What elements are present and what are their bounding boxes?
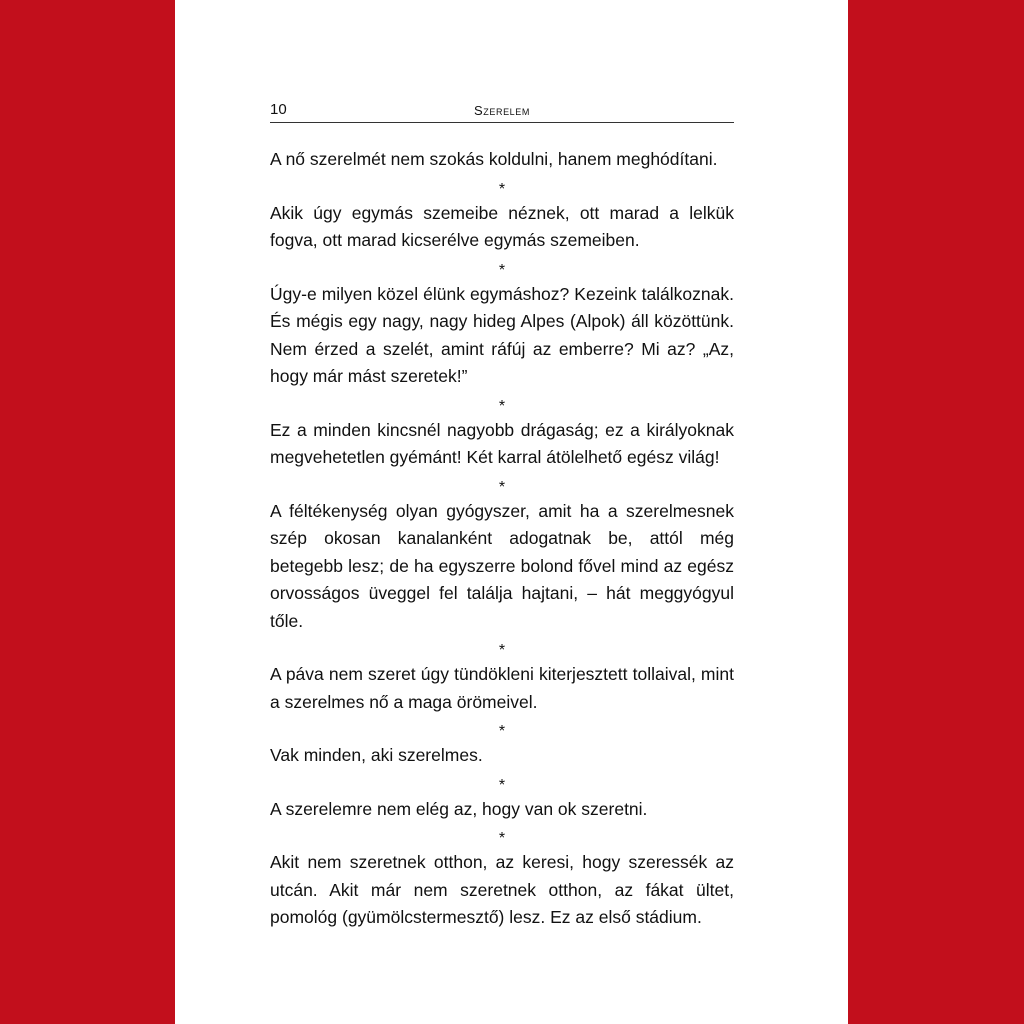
aphorism-paragraph: A nő szerelmét nem szokás koldulni, hanem meghódítani. (270, 149, 718, 169)
asterisk-separator: * (498, 642, 506, 659)
aphorism-paragraph: Ez a minden kincsnél nagyobb drágaság; ez a királyoknak megvehetetlen gyémánt! Két karral átölelhető egész világ! (270, 419, 734, 467)
asterisk-separator: * (498, 723, 506, 740)
page-number: 10 (270, 101, 287, 118)
aphorism-paragraph: Akit nem szeretnek otthon, az keresi, hogy szeressék az utcán. Akit már nem szeretnek otthon, az fákat ültet, pomológ (gyümölcstermesztő) lesz. Ez az első stádium. (270, 852, 734, 927)
aphorism-paragraph: Akik úgy egymás szemeibe néznek, ott marad a lelkük fogva, ott marad kicserélve egymás szemeiben. (270, 202, 734, 250)
asterisk-separator: * (498, 478, 506, 496)
aphorism-paragraph: Vak minden, aki szerelmes. (270, 745, 483, 765)
aphorism-paragraph: A féltékenység olyan gyógyszer, amit ha a szerelmesnek szép okosan kanalanként adogatnak be, attól még betegebb lesz; de ha egyszerre bolond fővel mind az egész orvosságos üveggel fel találja hajtani, – hát meggyógyul tőle. (270, 500, 734, 631)
page-body (270, 146, 734, 932)
aphorism-paragraph: Úgy-e milyen közel élünk egymáshoz? Kezeink találkoznak. És mégis egy nagy, nagy hideg Alpes (Alpok) áll közöttünk. Nem érzed a szelét, amint ráfúj az emberre? Mi az? „Az, hogy már mást szeretek!” (270, 283, 734, 386)
book-page (175, 0, 848, 1024)
asterisk-separator: * (498, 180, 506, 198)
asterisk-separator: * (498, 397, 506, 415)
asterisk-separator: * (498, 776, 506, 794)
page-header (270, 100, 734, 123)
asterisk-separator: * (498, 261, 506, 279)
aphorism-paragraph: A páva nem szeret úgy tündökleni kiterjesztett tollaival, mint a szerelmes nő a maga örömeivel. (270, 664, 734, 712)
running-title: Szerelem (474, 103, 530, 118)
aphorism-paragraph: A szerelemre nem elég az, hogy van ok szeretni. (270, 798, 648, 819)
asterisk-separator: * (498, 830, 506, 847)
